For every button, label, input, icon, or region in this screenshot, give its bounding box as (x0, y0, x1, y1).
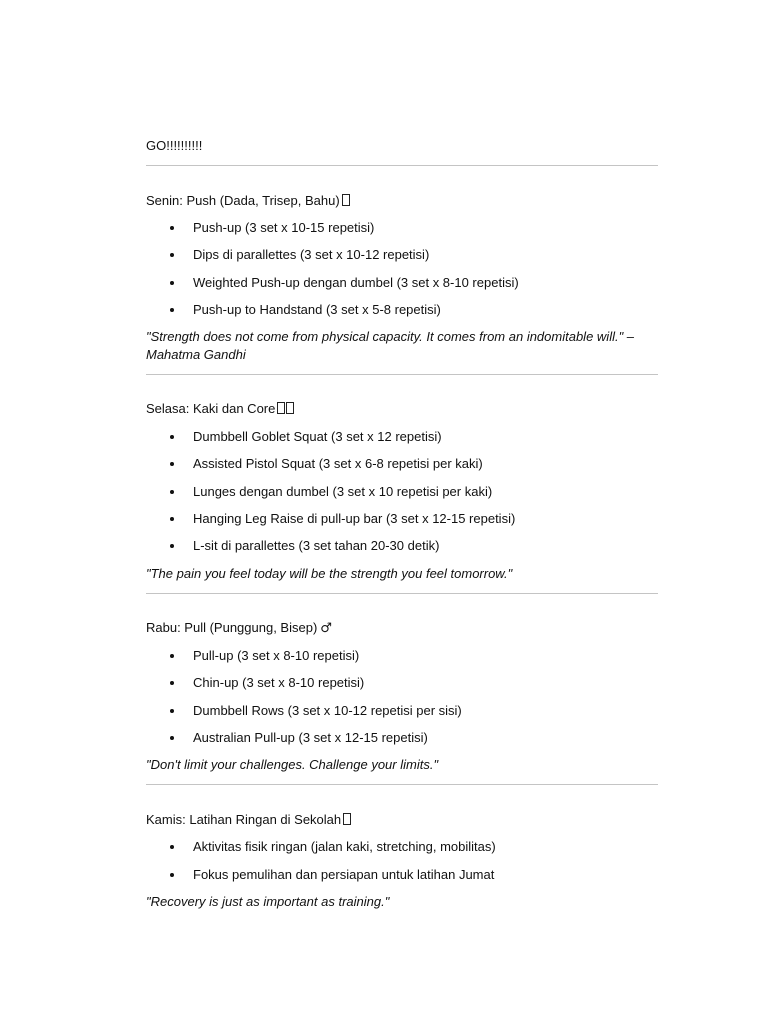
male-sign-icon: ♂ (320, 621, 332, 636)
section-title-kamis (146, 811, 351, 829)
bullet-dot (170, 736, 174, 740)
quote: "The pain you feel today will be the strength you feel tomorrow." (146, 566, 513, 581)
list-item-text: Fokus pemulihan dan persiapan untuk latihan Jumat (193, 867, 495, 882)
list-item-text: Push-up to Handstand (3 set x 5-8 repetisi) (193, 302, 441, 317)
bullet-dot (170, 281, 174, 285)
go-heading: GO!!!!!!!!!! (146, 138, 203, 153)
quote: "Recovery is just as important as training." (146, 894, 390, 909)
bullet-dot (170, 490, 174, 494)
list-item-text: Australian Pull-up (3 set x 12-15 repetisi) (193, 730, 428, 745)
bullet-dot (170, 845, 174, 849)
section-title-text: Selasa: Kaki dan Core (146, 401, 276, 416)
bullet-dot (170, 226, 174, 230)
section-title-text: Senin: Push (Dada, Trisep, Bahu) (146, 193, 340, 208)
list-item-text: Weighted Push-up dengan dumbel (3 set x 8-10 repetisi) (193, 275, 519, 290)
list-item-text: L-sit di parallettes (3 set tahan 20-30 detik) (193, 538, 440, 553)
missing-glyph-icon (342, 194, 350, 206)
list-item-text: Chin-up (3 set x 8-10 repetisi) (193, 675, 365, 690)
missing-glyph-icon (343, 813, 351, 825)
list-item-text: Assisted Pistol Squat (3 set x 6-8 repetisi per kaki) (193, 456, 483, 471)
divider (146, 165, 658, 166)
bullet-dot (170, 544, 174, 548)
section-title-selasa (146, 400, 294, 418)
section-title-text: Rabu: Pull (Punggung, Bisep) (146, 620, 318, 635)
section-title-text: Kamis: Latihan Ringan di Sekolah (146, 812, 342, 827)
quote: "Strength does not come from physical capacity. It comes from an indomitable will." – Mahatma Gandhi (146, 329, 635, 362)
bullet-dot (170, 709, 174, 713)
bullet-dot (170, 681, 174, 685)
section-title-senin (146, 192, 350, 210)
bullet-dot (170, 517, 174, 521)
list-item-text: Aktivitas fisik ringan (jalan kaki, stretching, mobilitas) (193, 839, 496, 854)
list-item-text: Lunges dengan dumbel (3 set x 10 repetisi per kaki) (193, 484, 493, 499)
missing-glyph-icon (286, 402, 294, 414)
bullet-dot (170, 253, 174, 257)
missing-glyph-icon (277, 402, 285, 414)
list-item-text: Dumbbell Rows (3 set x 10-12 repetisi per sisi) (193, 703, 462, 718)
bullet-dot (170, 308, 174, 312)
quote: "Don't limit your challenges. Challenge your limits." (146, 757, 439, 772)
section-title-rabu (146, 619, 332, 638)
list-item-text: Push-up (3 set x 10-15 repetisi) (193, 220, 375, 235)
bullet-dot (170, 435, 174, 439)
bullet-dot (170, 462, 174, 466)
divider (146, 374, 658, 375)
bullet-dot (170, 873, 174, 877)
list-item-text: Hanging Leg Raise di pull-up bar (3 set x 12-15 repetisi) (193, 511, 516, 526)
divider (146, 784, 658, 785)
list-item-text: Pull-up (3 set x 8-10 repetisi) (193, 648, 360, 663)
list-item-text: Dips di parallettes (3 set x 10-12 repetisi) (193, 247, 430, 262)
list-item-text: Dumbbell Goblet Squat (3 set x 12 repetisi) (193, 429, 442, 444)
bullet-dot (170, 654, 174, 658)
divider (146, 593, 658, 594)
